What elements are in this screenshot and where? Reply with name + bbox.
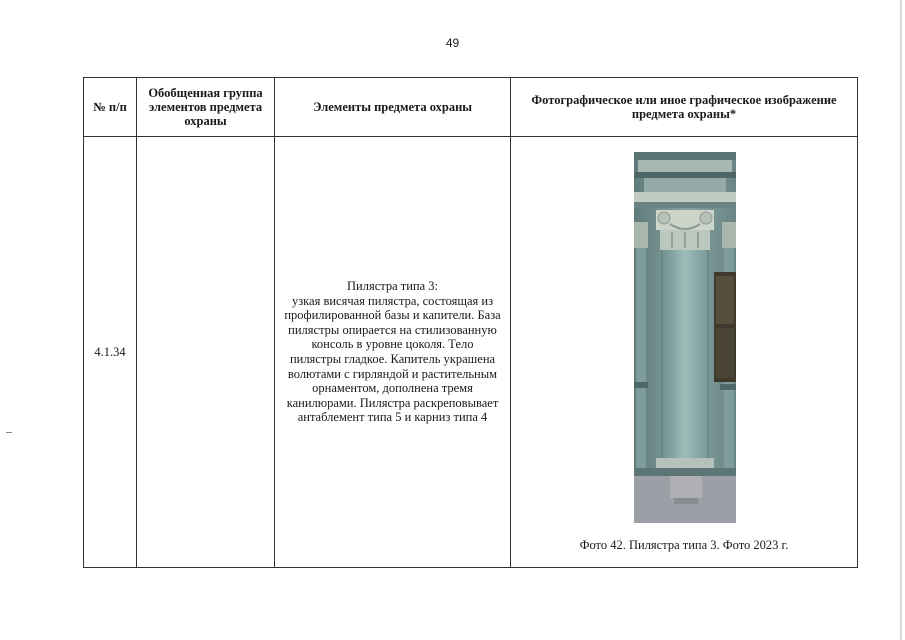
header-num: № п/п [84, 78, 137, 137]
pilaster-photo-illustration [634, 152, 736, 523]
header-group: Обобщенная группа элементов предмета охраны [137, 78, 275, 137]
photo-caption: Фото 42. Пилястра типа 3. Фото 2023 г. [579, 538, 789, 552]
scan-mark [6, 432, 12, 433]
description-line: профилированной базы и капители. База [284, 308, 501, 323]
page-number: 49 [445, 36, 460, 50]
description-line: антаблемент типа 5 и карниз типа 4 [297, 410, 488, 425]
table-header-row [84, 78, 858, 137]
description-line: пилястры опирается на стилизованную [288, 322, 497, 337]
description-line: канилюрами. Пилястра раскреповывает [286, 395, 499, 410]
description-line: узкая висячая пилястра, состоящая из [291, 293, 494, 308]
description-line: Пилястра типа 3: [346, 279, 439, 294]
heritage-table [83, 77, 858, 568]
header-elements: Элементы предмета охраны [275, 78, 511, 137]
row-photo-cell [511, 137, 858, 568]
description-line: консоль в уровне цоколя. Тело [311, 337, 474, 352]
header-photo: Фотографическое или иное графическое изображение предмета охраны* [511, 78, 858, 137]
row-group [137, 137, 275, 568]
table-row [84, 137, 858, 568]
pilaster-photo [634, 152, 736, 523]
description-line: пилястры гладкое. Капитель украшена [289, 352, 496, 366]
description-line: орнаментом, дополнена тремя [312, 381, 473, 396]
row-number: 4.1.34 [84, 137, 137, 568]
row-description [275, 137, 511, 568]
description-line: волютами с гирляндой и растительным [287, 366, 498, 381]
page-edge [900, 0, 902, 640]
